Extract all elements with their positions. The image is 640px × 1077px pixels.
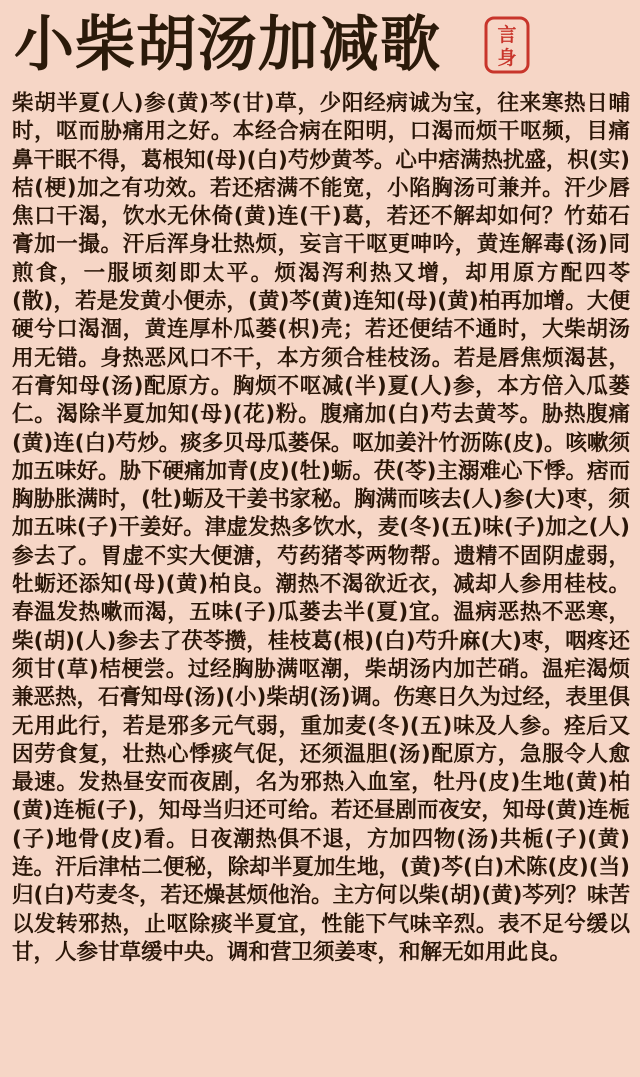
header <box>0 0 640 92</box>
svg-text:身: 身 <box>497 47 517 69</box>
seal-stamp-icon <box>484 16 530 74</box>
poem-body <box>12 90 630 967</box>
page-title: 小柴胡汤加减歌 <box>14 10 441 80</box>
svg-text:言: 言 <box>497 24 517 46</box>
poem-text: 柴胡半夏(人)参(黄)芩(甘)草，少阳经病诚为宝，往来寒热日晡时，呕而胁痛用之好。本经合病在阳明，口渴而烦干呕频，目痛鼻干眠不得，葛根知(母)(白)芍炒黄芩。心中痞满热扰盛，枳(实)桔(梗)加之有功效。若还痞满不能宽，小陷胸汤可兼并。汗少唇焦口干渴，饮水无休倚(黄)连(干)葛，若还不解却如何？竹茹石膏加一撮。汗后浑身壮热烦，妄言干呕更呻吟，黄连解毒(汤)同煎食，一服顷刻即太平。烦渴泻利热又增，却用原方配四苓(散)，若是发黄小便赤，(黄)芩(黄)连知(母)(黄)柏再加增。大便硬兮口渴涸，黄连厚朴瓜蒌(枳)壳；若还便结不通时，大柴胡汤用无错。身热恶风口不干，本方须合桂枝汤。若是唇焦烦渴甚，石膏知母(汤)配原方。胸烦不呕减(半)夏(人)参，本方倍入瓜蒌仁。渴除半夏加知(母)(花)粉。腹痛加(白)芍去黄芩。胁热腹痛(黄)连(白)芍炒。痰多贝母瓜蒌保。呕加姜汁竹沥陈(皮)。咳嗽须加五味好。胁下硬痛加青(皮)(牡)蛎。茯(苓)主溺难心下悸。痞而胸胁胀满时，(牡)蛎及干姜书家秘。胸满而咳去(人)参(大)枣，须加五味(子)干姜好。津虚发热多饮水，麦(冬)(五)味(子)加之(人)参去了。胃虚不实大便溏，芍药猪苓两物帮。遗精不固阴虚弱，牡蛎还添知(母)(黄)柏良。潮热不渴欲近衣，减却人参用桂枝。春温发热嗽而渴，五味(子)瓜蒌去半(夏)宜。温病恶热不恶寒，柴(胡)(人)参去了茯苓攒，桂枝葛(根)(白)芍升麻(大)枣，咽疼还须甘(草)桔梗尝。过经胸胁满呕潮，柴胡汤内加芒硝。温疟渴烦兼恶热，石膏知母(汤)(小)柴胡(汤)调。伤寒日久为过经，表里俱无用此行，若是邪多元气弱，重加麦(冬)(五)味及人参。痊后又因劳食复，壮热心悸痰气促，还须温胆(汤)配原方，急服令人愈最速。发热昼安而夜剧，名为邪热入血室，牡丹(皮)生地(黄)柏(黄)连栀(子)，知母当归还可给。若还昼剧而夜安，知母(黄)连栀(子)地骨(皮)看。日夜潮热俱不退，方加四物(汤)共栀(子)(黄)连。汗后津枯二便秘，除却半夏加生地，(黄)芩(白)术陈(皮)(当)归(白)芍麦冬，若还燥甚烦他治。主方何以柴(胡)(黄)芩列？味苦以发转邪热，止呕除痰半夏宜，性能下气味辛烈。表不足兮缓以甘，人参甘草缓中央。调和营卫须姜枣，和解无如用此良。 <box>12 91 630 965</box>
